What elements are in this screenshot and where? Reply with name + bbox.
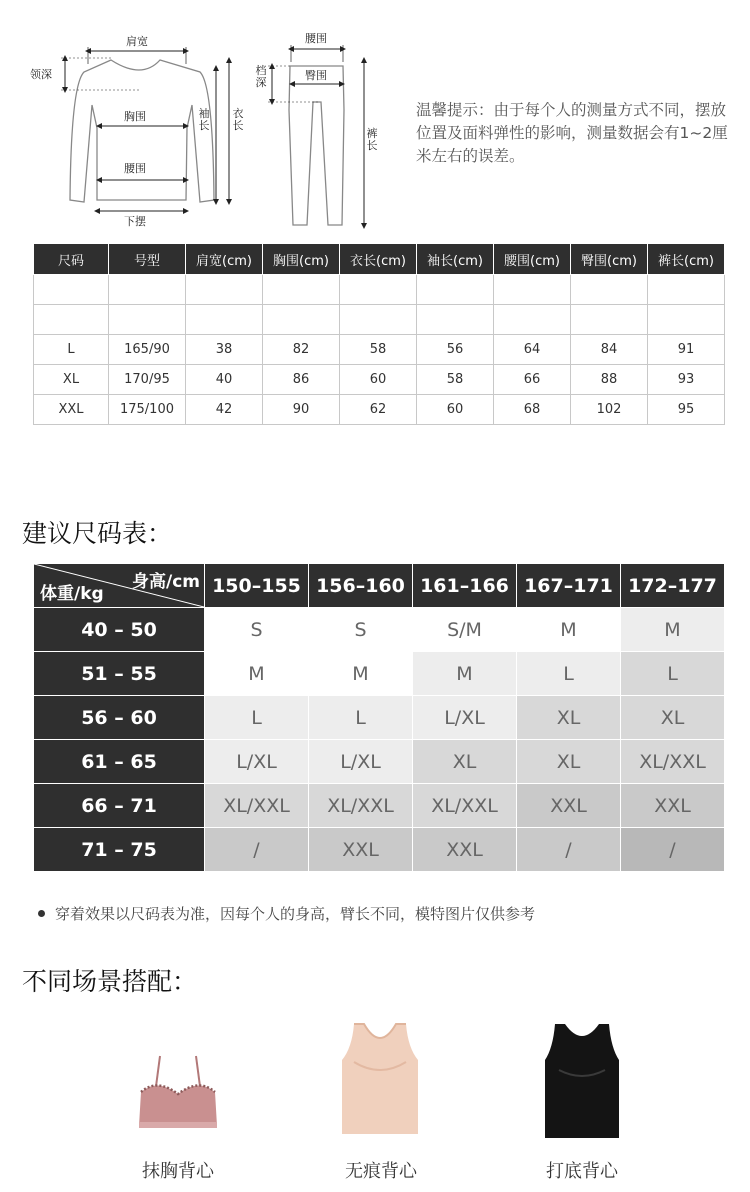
neck-depth-label: 领深 bbox=[30, 68, 52, 81]
spec-row bbox=[34, 335, 725, 365]
recommend-title: 建议尺码表： bbox=[22, 519, 173, 548]
spec-cell bbox=[109, 305, 186, 335]
recommended-size-cell: L bbox=[621, 652, 724, 695]
base-tank-image bbox=[541, 1022, 623, 1140]
tip-text: 温馨提示：由于每个人的测量方式不同，摆放位置及面料弹性的影响，测量数据会有1~2厘米左右的误差。 bbox=[416, 101, 728, 165]
recommended-size-cell: L bbox=[517, 652, 620, 695]
spec-header-row bbox=[34, 244, 725, 275]
height-header: 172–177 bbox=[621, 564, 724, 607]
height-header: 161–166 bbox=[413, 564, 516, 607]
weight-range-cell: 40 – 50 bbox=[34, 608, 204, 651]
weight-range-cell: 51 – 55 bbox=[34, 652, 204, 695]
height-header: 156–160 bbox=[309, 564, 412, 607]
recommended-size-cell: L/XL bbox=[413, 696, 516, 739]
pants-length-label: 裤长 bbox=[366, 127, 378, 152]
spec-cell: 56 bbox=[417, 335, 494, 365]
spec-header-cell: 腰围(cm) bbox=[494, 244, 571, 275]
spec-cell bbox=[571, 275, 648, 305]
spec-cell: 170/95 bbox=[109, 365, 186, 395]
spec-header-cell: 裤长(cm) bbox=[648, 244, 725, 275]
spec-cell bbox=[417, 275, 494, 305]
hem-label: 下摆 bbox=[124, 215, 146, 228]
corner-height-label: 身高/cm bbox=[132, 572, 200, 592]
spec-cell bbox=[186, 275, 263, 305]
recommended-size-cell: M bbox=[621, 608, 724, 651]
spec-header-cell: 尺码 bbox=[34, 244, 109, 275]
spec-cell: XXL bbox=[34, 395, 109, 425]
corner-weight-label: 体重/kg bbox=[40, 584, 104, 604]
recommended-size-cell: / bbox=[517, 828, 620, 871]
size-spec-table bbox=[33, 243, 725, 425]
bullet-dot bbox=[38, 910, 45, 917]
recommended-size-cell: XL/XXL bbox=[309, 784, 412, 827]
spec-cell: 84 bbox=[571, 335, 648, 365]
recommended-size-cell: S bbox=[309, 608, 412, 651]
spec-cell: 64 bbox=[494, 335, 571, 365]
recommended-size-cell: L bbox=[309, 696, 412, 739]
recommended-size-cell: XXL bbox=[309, 828, 412, 871]
spec-cell: 93 bbox=[648, 365, 725, 395]
bandeau-tank-image bbox=[135, 1052, 221, 1132]
recommended-size-cell: XXL bbox=[621, 784, 724, 827]
spec-cell: 68 bbox=[494, 395, 571, 425]
spec-cell: 58 bbox=[340, 335, 417, 365]
recommended-size-cell: L/XL bbox=[309, 740, 412, 783]
weight-range-cell: 61 – 65 bbox=[34, 740, 204, 783]
hip-label: 臀围 bbox=[305, 69, 327, 82]
recommended-size-cell: / bbox=[621, 828, 724, 871]
recommended-size-cell: XL bbox=[621, 696, 724, 739]
recommended-size-cell: / bbox=[205, 828, 308, 871]
weight-range-cell: 56 – 60 bbox=[34, 696, 204, 739]
spec-cell bbox=[494, 305, 571, 335]
recommended-size-cell: XL bbox=[413, 740, 516, 783]
recommended-size-cell: M bbox=[413, 652, 516, 695]
recommended-size-cell: M bbox=[205, 652, 308, 695]
spec-cell: 60 bbox=[340, 365, 417, 395]
recommended-size-cell: L/XL bbox=[205, 740, 308, 783]
recommended-size-cell: XL/XXL bbox=[621, 740, 724, 783]
spec-header-cell: 袖长(cm) bbox=[417, 244, 494, 275]
spec-cell: 58 bbox=[417, 365, 494, 395]
spec-cell bbox=[34, 275, 109, 305]
spec-header-cell: 肩宽(cm) bbox=[186, 244, 263, 275]
recommended-size-cell: XXL bbox=[413, 828, 516, 871]
pants-waist-label: 腰围 bbox=[305, 32, 327, 45]
recommended-size-cell: S/M bbox=[413, 608, 516, 651]
spec-row bbox=[34, 365, 725, 395]
spec-cell bbox=[648, 275, 725, 305]
spec-cell: 42 bbox=[186, 395, 263, 425]
spec-cell: 66 bbox=[494, 365, 571, 395]
recommended-size-cell: M bbox=[309, 652, 412, 695]
spec-cell: XL bbox=[34, 365, 109, 395]
spec-cell: 82 bbox=[263, 335, 340, 365]
spec-row bbox=[34, 305, 725, 335]
fit-note-text: 穿着效果以尺码表为准，因每个人的身高，臂长不同，模特图片仅供参考 bbox=[55, 905, 536, 923]
recommended-size-cell: L bbox=[205, 696, 308, 739]
spec-cell: 175/100 bbox=[109, 395, 186, 425]
shoulder-width-label: 肩宽 bbox=[126, 35, 148, 48]
spec-cell: 88 bbox=[571, 365, 648, 395]
caption-seamless: 无痕背心 bbox=[345, 1161, 417, 1182]
waist-top-label: 腰围 bbox=[124, 162, 146, 175]
spec-row bbox=[34, 395, 725, 425]
spec-cell bbox=[648, 305, 725, 335]
spec-header-cell: 胸围(cm) bbox=[263, 244, 340, 275]
spec-cell: 40 bbox=[186, 365, 263, 395]
recommended-size-cell: XL/XXL bbox=[205, 784, 308, 827]
spec-cell: 60 bbox=[417, 395, 494, 425]
spec-cell bbox=[263, 305, 340, 335]
recommended-size-cell: M bbox=[517, 608, 620, 651]
spec-cell bbox=[34, 305, 109, 335]
seamless-tank-image bbox=[338, 1022, 422, 1137]
spec-cell: 165/90 bbox=[109, 335, 186, 365]
spec-cell: 95 bbox=[648, 395, 725, 425]
sleeve-label: 袖长 bbox=[198, 107, 210, 132]
spec-cell bbox=[494, 275, 571, 305]
spec-cell bbox=[417, 305, 494, 335]
fit-note bbox=[38, 903, 535, 924]
spec-cell: 38 bbox=[186, 335, 263, 365]
crotch-depth-label: 档深 bbox=[255, 64, 267, 89]
spec-header-cell: 号型 bbox=[109, 244, 186, 275]
weight-range-cell: 66 – 71 bbox=[34, 784, 204, 827]
size-recommend-grid bbox=[34, 564, 724, 871]
weight-range-cell: 71 – 75 bbox=[34, 828, 204, 871]
spec-header-cell: 臀围(cm) bbox=[571, 244, 648, 275]
pants-outline bbox=[289, 66, 344, 225]
recommended-size-cell: XL/XXL bbox=[413, 784, 516, 827]
recommended-size-cell: S bbox=[205, 608, 308, 651]
spec-header-cell: 衣长(cm) bbox=[340, 244, 417, 275]
spec-cell bbox=[263, 275, 340, 305]
caption-bandeau: 抹胸背心 bbox=[142, 1161, 214, 1182]
recommended-size-cell: XL bbox=[517, 740, 620, 783]
spec-cell bbox=[109, 275, 186, 305]
spec-cell bbox=[186, 305, 263, 335]
shirt-outline bbox=[70, 60, 214, 202]
height-header: 167–171 bbox=[517, 564, 620, 607]
spec-cell bbox=[340, 275, 417, 305]
recommended-size-cell: XXL bbox=[517, 784, 620, 827]
spec-cell: 102 bbox=[571, 395, 648, 425]
spec-row bbox=[34, 275, 725, 305]
spec-cell: 90 bbox=[263, 395, 340, 425]
recommended-size-cell: XL bbox=[517, 696, 620, 739]
grid-corner-cell bbox=[34, 564, 204, 607]
length-label: 衣长 bbox=[232, 107, 244, 132]
spec-cell: 62 bbox=[340, 395, 417, 425]
spec-cell bbox=[571, 305, 648, 335]
spec-cell: 86 bbox=[263, 365, 340, 395]
chest-label: 胸围 bbox=[124, 110, 146, 123]
spec-cell: 91 bbox=[648, 335, 725, 365]
caption-base-tank: 打底背心 bbox=[546, 1161, 618, 1182]
matching-title: 不同场景搭配： bbox=[22, 967, 198, 996]
spec-cell: L bbox=[34, 335, 109, 365]
spec-cell bbox=[340, 305, 417, 335]
height-header: 150–155 bbox=[205, 564, 308, 607]
